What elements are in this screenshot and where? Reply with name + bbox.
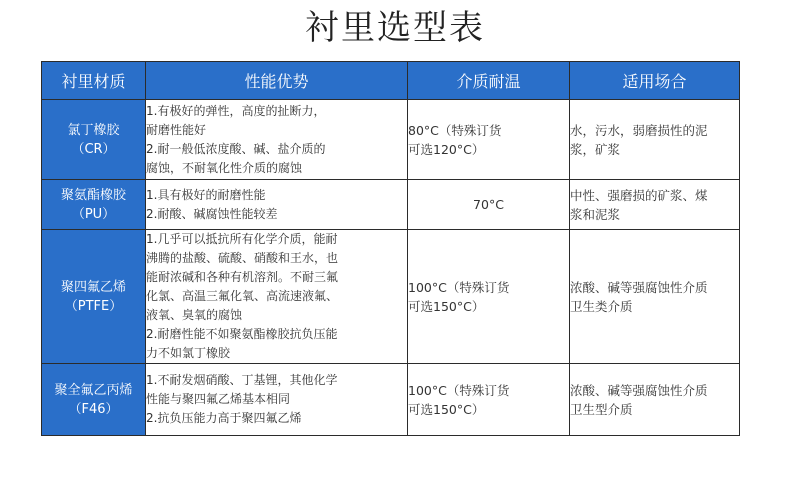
material-cell: [42, 100, 146, 180]
temperature-cell: [408, 364, 570, 436]
performance-line: 1.几乎可以抵抗所有化学介质，能耐: [146, 232, 338, 246]
column-header-material: 衬里材质: [42, 62, 146, 100]
material-code: （PU）: [71, 206, 116, 222]
application-cell: [570, 230, 740, 364]
performance-line: 1.具有极好的耐磨性能: [146, 187, 266, 202]
performance-line: 性能与聚四氟乙烯基本相同: [146, 392, 291, 406]
performance-line: 耐磨性能好: [146, 122, 207, 137]
performance-line: 1.有极好的弹性，高度的扯断力，: [146, 103, 326, 118]
material-name: 氯丁橡胶: [67, 122, 120, 138]
performance-line: 1.不耐发烟硝酸、丁基锂，其他化学: [146, 373, 338, 387]
performance-line: 2.耐一般低浓度酸、碱、盐介质的: [146, 141, 326, 156]
application-line: 卫生类介质: [570, 298, 633, 314]
performance-line: 腐蚀，不耐氧化性介质的腐蚀: [146, 160, 303, 175]
temperature-line: 可选120°C）: [408, 141, 485, 157]
material-code: （PTFE）: [64, 298, 123, 314]
material-cell: [42, 180, 146, 230]
application-cell: [570, 100, 740, 180]
temperature-cell: [408, 100, 570, 180]
application-line: 浆，矿浆: [570, 141, 621, 157]
temperature-cell: [408, 230, 570, 364]
performance-line: 能耐浓碱和各种有机溶剂。不耐三氟: [146, 270, 339, 284]
column-header-performance: 性能优势: [146, 62, 408, 100]
material-name: 聚四氟乙烯: [60, 279, 126, 295]
performance-line: 2.抗负压能力高于聚四氟乙烯: [146, 411, 302, 425]
temperature-line: 70°C: [473, 197, 504, 212]
table-row: [42, 230, 740, 364]
application-line: 中性、强磨损的矿浆、煤: [570, 187, 708, 203]
page-title: 衬里选型表: [305, 8, 485, 48]
temperature-cell: [408, 180, 570, 230]
performance-line: 化氯、高温三氟化氧、高流速液氟、: [146, 289, 339, 303]
temperature-line: 80°C（特殊订货: [408, 122, 502, 138]
performance-line: 液氧、臭氧的腐蚀: [146, 308, 243, 322]
material-cell: [42, 230, 146, 364]
material-code: （CR）: [71, 141, 116, 157]
application-cell: [570, 364, 740, 436]
column-header-temperature: 介质耐温: [408, 62, 570, 100]
temperature-line: 可选150°C）: [408, 298, 485, 314]
performance-cell: [146, 364, 408, 436]
material-cell: [42, 364, 146, 436]
table-row: [42, 180, 740, 230]
temperature-line: 100°C（特殊订货: [408, 279, 510, 295]
column-header-application: 适用场合: [570, 62, 740, 100]
application-line: 卫生型介质: [570, 401, 633, 417]
performance-line: 沸腾的盐酸、硫酸、硝酸和王水，也: [146, 251, 339, 265]
application-cell: [570, 180, 740, 230]
lining-selection-table: [41, 61, 740, 436]
temperature-line: 100°C（特殊订货: [408, 382, 510, 398]
performance-line: 2.耐酸、碱腐蚀性能较差: [146, 206, 278, 221]
table-header-row: [42, 62, 740, 100]
application-line: 水，污水，弱磨损性的泥: [570, 122, 708, 138]
performance-line: 2.耐磨性能不如聚氨酯橡胶抗负压能: [146, 327, 338, 341]
performance-line: 力不如氯丁橡胶: [146, 346, 231, 360]
application-line: 浓酸、碱等强腐蚀性介质: [570, 382, 708, 398]
table-row: [42, 364, 740, 436]
performance-cell: [146, 230, 408, 364]
performance-cell: [146, 100, 408, 180]
material-name: 聚全氟乙丙烯: [54, 382, 133, 398]
application-line: 浆和泥浆: [570, 206, 621, 222]
material-code: （F46）: [68, 401, 119, 417]
temperature-line: 可选150°C）: [408, 401, 485, 417]
material-name: 聚氨酯橡胶: [60, 187, 126, 203]
application-line: 浓酸、碱等强腐蚀性介质: [570, 279, 708, 295]
performance-cell: [146, 180, 408, 230]
table-row: [42, 100, 740, 180]
